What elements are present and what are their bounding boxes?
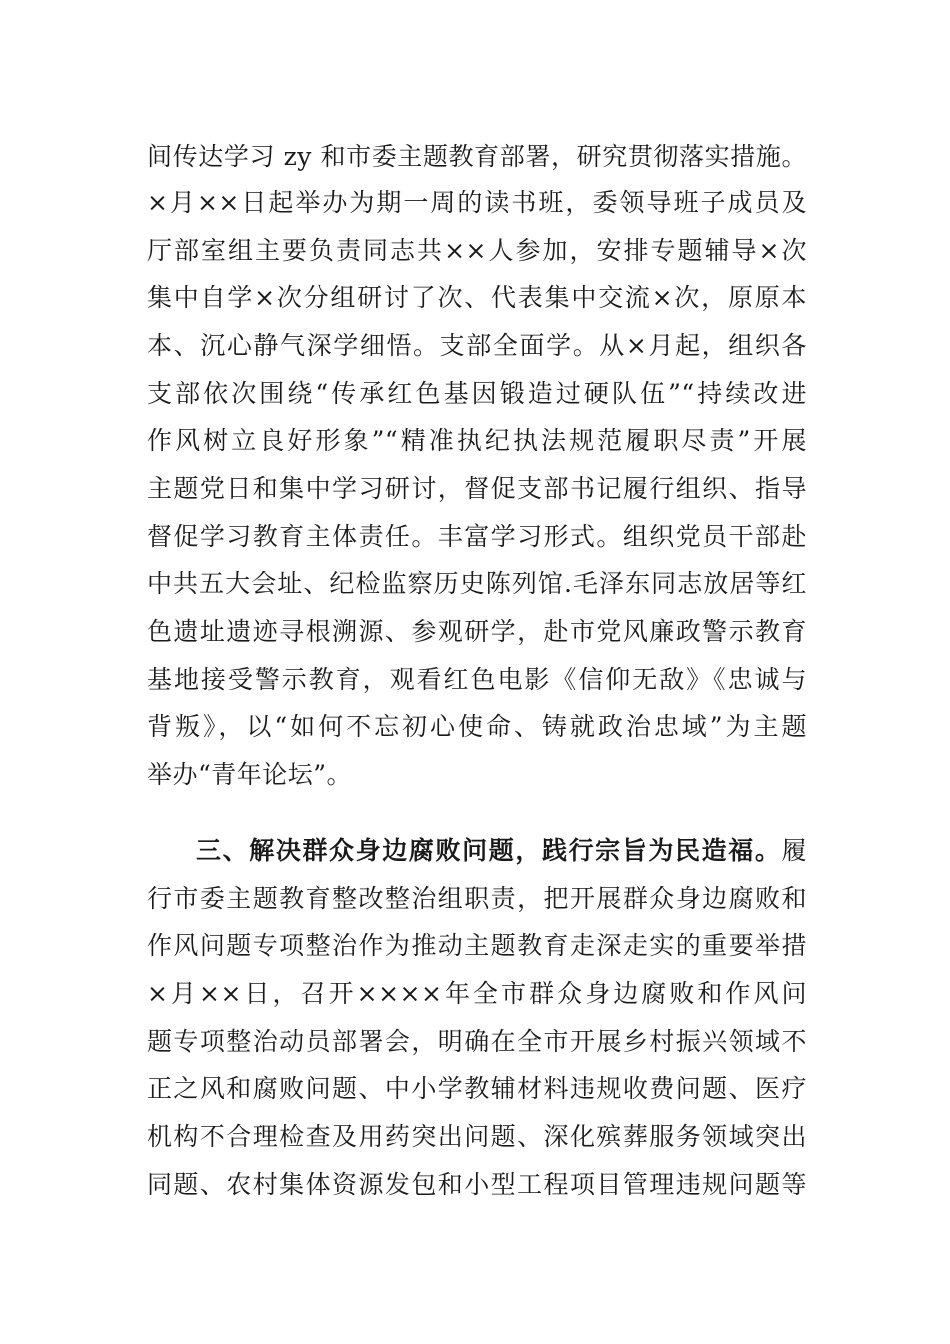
text-line: ×月××日起举办为期一周的读书班，委领导班子成员及 (147, 188, 807, 217)
text-line: 间传达学习 zy 和市委主题教育部署，研究贯彻落实措施。 (147, 142, 807, 171)
text-line: 作风树立良好形象”“精准执纪执法规范履职尽责”开展 (147, 426, 807, 455)
text-line: 主题党日和集中学习研讨，督促支部书记履行组织、指导 (147, 474, 807, 503)
text-line: 举办“青年论坛”。 (147, 760, 353, 789)
text-line: 色遗址遗迹寻根溯源、参观研学，赴市党风廉政警示教育 (147, 617, 807, 646)
text-line: 本、沉心静气深学细悟。支部全面学。从×月起，组织各 (147, 331, 807, 360)
text-fragment: 履 (781, 836, 807, 865)
text-line: 厅部室组主要负责同志共××人参加，安排专题辅导×次 (147, 236, 807, 265)
text-line: 背叛》，以“如何不忘初心使命、铸就政治忠域”为主题 (147, 712, 807, 741)
text-line: 集中自学×次分组研讨了次、代表集中交流×次，原原本 (147, 283, 807, 312)
text-line: 正之风和腐败问题、中小学教辅材料违规收费问题、医疗 (147, 1074, 807, 1103)
text-line: 基地接受警示教育，观看红色电影《信仰无敌》《忠诚与 (147, 665, 807, 694)
text-line: 作风问题专项整治作为推动主题教育走深走实的重要举措 (147, 931, 807, 960)
text-line: 督促学习教育主体责任。丰富学习形式。组织党员干部赴 (147, 522, 807, 551)
text-line: 机构不合理检查及用药突出问题、深化殡葬服务领域突出 (147, 1122, 807, 1151)
text-line: 支部依次围绕“传承红色基因锻造过硬队伍”“持续改进 (147, 379, 807, 408)
text-line: 行市委主题教育整改整治组职责，把开展群众身边腐败和 (147, 884, 807, 913)
text-line: 题专项整治动员部署会，明确在全市开展乡村振兴领域不 (147, 1027, 807, 1056)
section-heading: 三、解决群众身边腐败问题，践行宗旨为民造福。 (196, 836, 782, 865)
text-line: 中共五大会址、纪检监察历史陈列馆.毛泽东同志放居等红 (147, 569, 807, 598)
text-line: 同题、农村集体资源发包和小型工程项目管理违规问题等 (147, 1170, 807, 1199)
section-heading-line (196, 836, 807, 866)
text-line: ×月××日，召开××××年全市群众身边腐败和作风问 (147, 979, 807, 1008)
